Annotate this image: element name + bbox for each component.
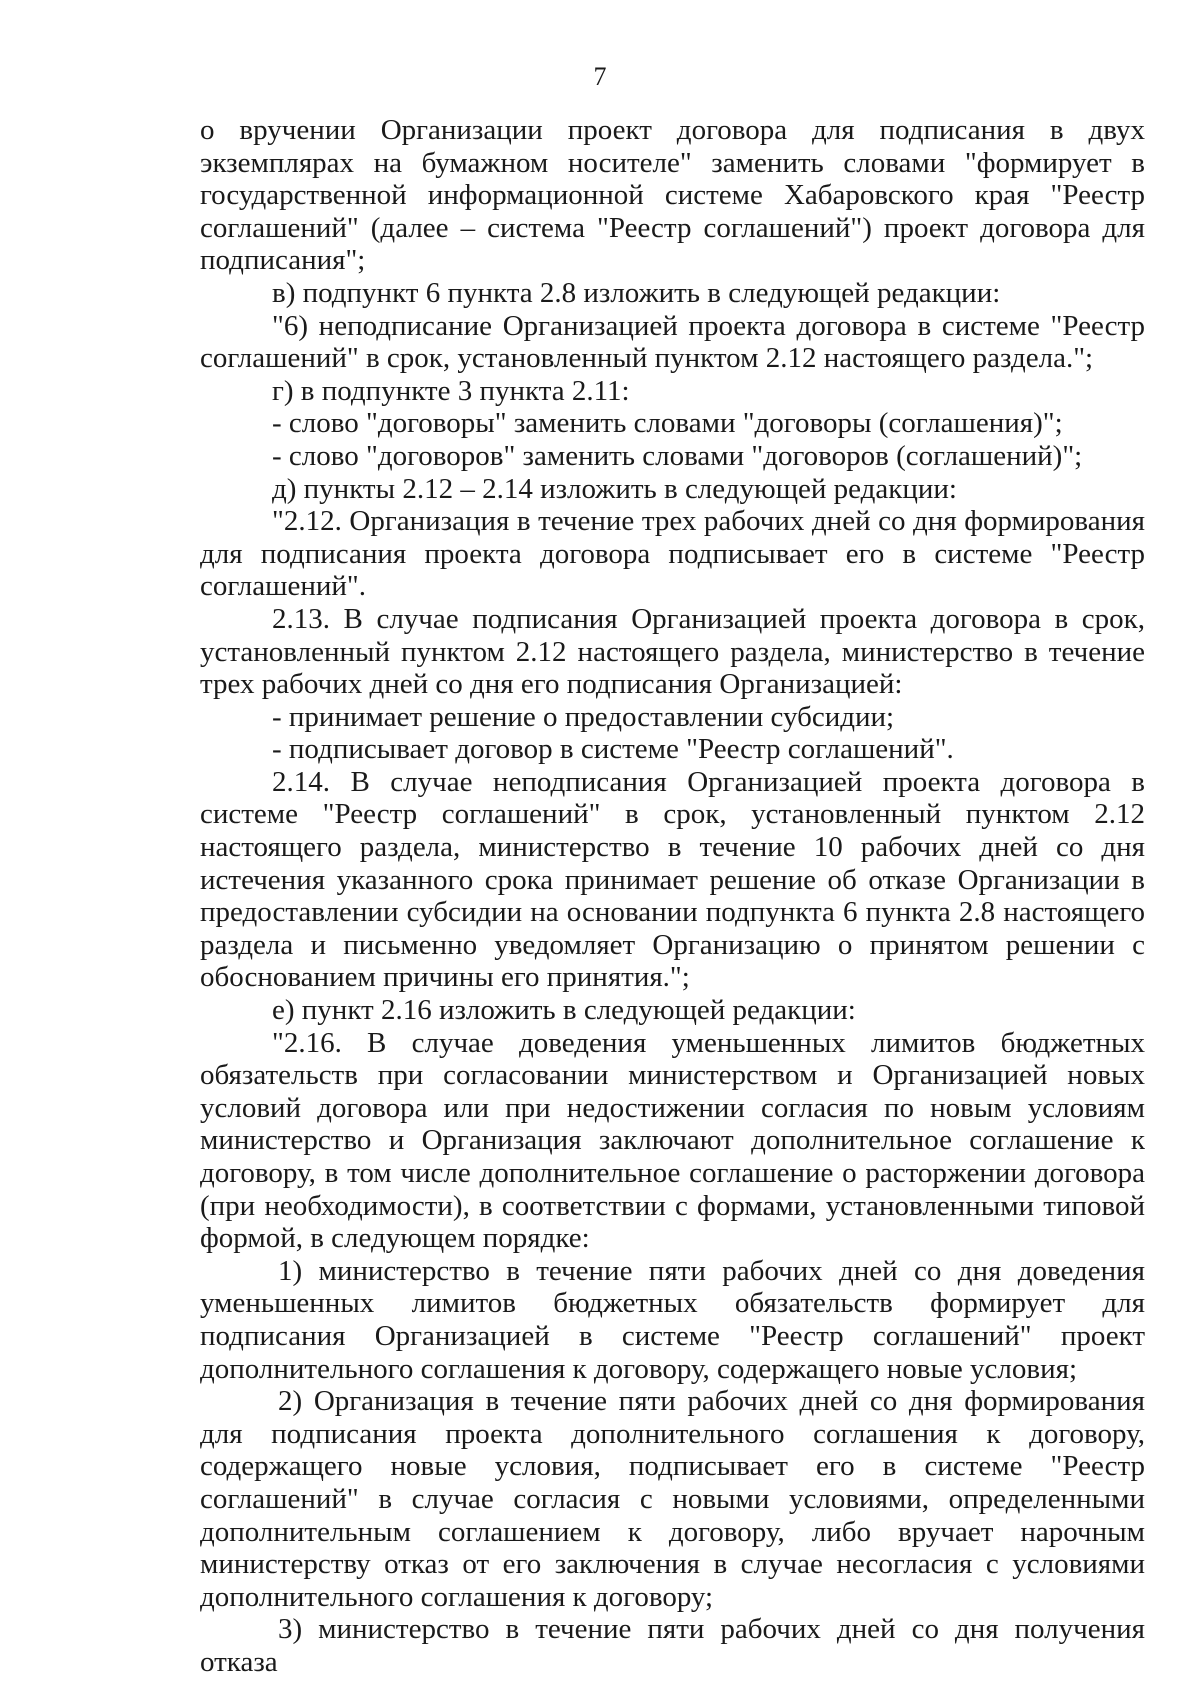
- paragraph-subitem-d: д) пункты 2.12 – 2.14 изложить в следующей редакции:: [272, 472, 957, 505]
- paragraph-clause-2-14: 2.14. В случае неподписания Организацией проекта договора в системе "Реестр соглашений" в срок, установленный пунктом 2.12 настоящего раздела, министерство в течение 10 рабочих дней со дня истечения указанного срока принимает решение об отказе Организации в предоставлении субсидии на основании подпункта 6 пункта 2.8 настоящего раздела и письменно уведомляет Организацию о принятом решении с обоснованием причины его принятия.";: [200, 765, 1145, 994]
- paragraph-continuation: о вручении Организации проект договора для подписания в двух экземплярах на бумажном носителе" заменить словами "формирует в государственной информационной системе Хабаровского края "Реестр соглашений" (далее – система "Реестр соглашений") проект договора для подписания";: [200, 114, 1145, 277]
- paragraph-clause-2-13: 2.13. В случае подписания Организацией проекта договора в срок, установленный пунктом 2.12 настоящего раздела, министерство в течение трех рабочих дней со дня его подписания Организацией:: [200, 602, 1145, 701]
- paragraph-numbered-item-3: 3) министерство в течение пяти рабочих дней со дня получения отказа: [200, 1613, 1145, 1678]
- page-number: 7: [593, 62, 607, 91]
- paragraph-subitem-v: в) подпункт 6 пункта 2.8 изложить в следующей редакции:: [272, 276, 1001, 309]
- paragraph-dash-item: - подписывает договор в системе "Реестр соглашений".: [272, 733, 954, 766]
- paragraph-dash-item: - принимает решение о предоставлении субсидии;: [272, 700, 895, 733]
- paragraph-clause-2-12: "2.12. Организация в течение трех рабочих дней со дня формирования для подписания проекта договора подписывает его в системе "Реестр соглашений".: [200, 505, 1145, 603]
- document-body: [200, 114, 1145, 1679]
- paragraph-quote-6: "6) неподписание Организацией проекта договора в системе "Реестр соглашений" в срок, установленный пунктом 2.12 настоящего раздела.";: [200, 309, 1145, 375]
- paragraph-dash-item: - слово "договоры" заменить словами "договоры (соглашения)";: [272, 407, 1063, 440]
- paragraph-numbered-item-1: 1) министерство в течение пяти рабочих дней со дня доведения уменьшенных лимитов бюджетных обязательств формирует для подписания Организацией в системе "Реестр соглашений" проект дополнительного соглашения к договору, содержащего новые условия;: [200, 1254, 1145, 1385]
- paragraph-numbered-item-2: 2) Организация в течение пяти рабочих дней со дня формирования для подписания проекта дополнительного соглашения к договору, содержащего новые условия, подписывает его в системе "Реестр соглашений" в случае согласия с новыми условиями, определенными дополнительным соглашением к договору, либо вручает нарочным министерству отказ от его заключения в случае несогласия с условиями дополнительного соглашения к договору;: [200, 1385, 1145, 1613]
- paragraph-dash-item: - слово "договоров" заменить словами "договоров (соглашений)";: [272, 439, 1083, 472]
- paragraph-subitem-g: г) в подпункте 3 пункта 2.11:: [272, 374, 630, 407]
- paragraph-subitem-e: е) пункт 2.16 изложить в следующей редакции:: [272, 994, 856, 1027]
- paragraph-clause-2-16: "2.16. В случае доведения уменьшенных лимитов бюджетных обязательств при согласовании министерством и Организацией новых условий договора или при недостижении согласия по новым условиям министерство и Организация заключают дополнительное соглашение к договору, в том числе дополнительное соглашение о расторжении договора (при необходимости), в соответствии с формами, установленными типовой формой, в следующем порядке:: [200, 1026, 1145, 1255]
